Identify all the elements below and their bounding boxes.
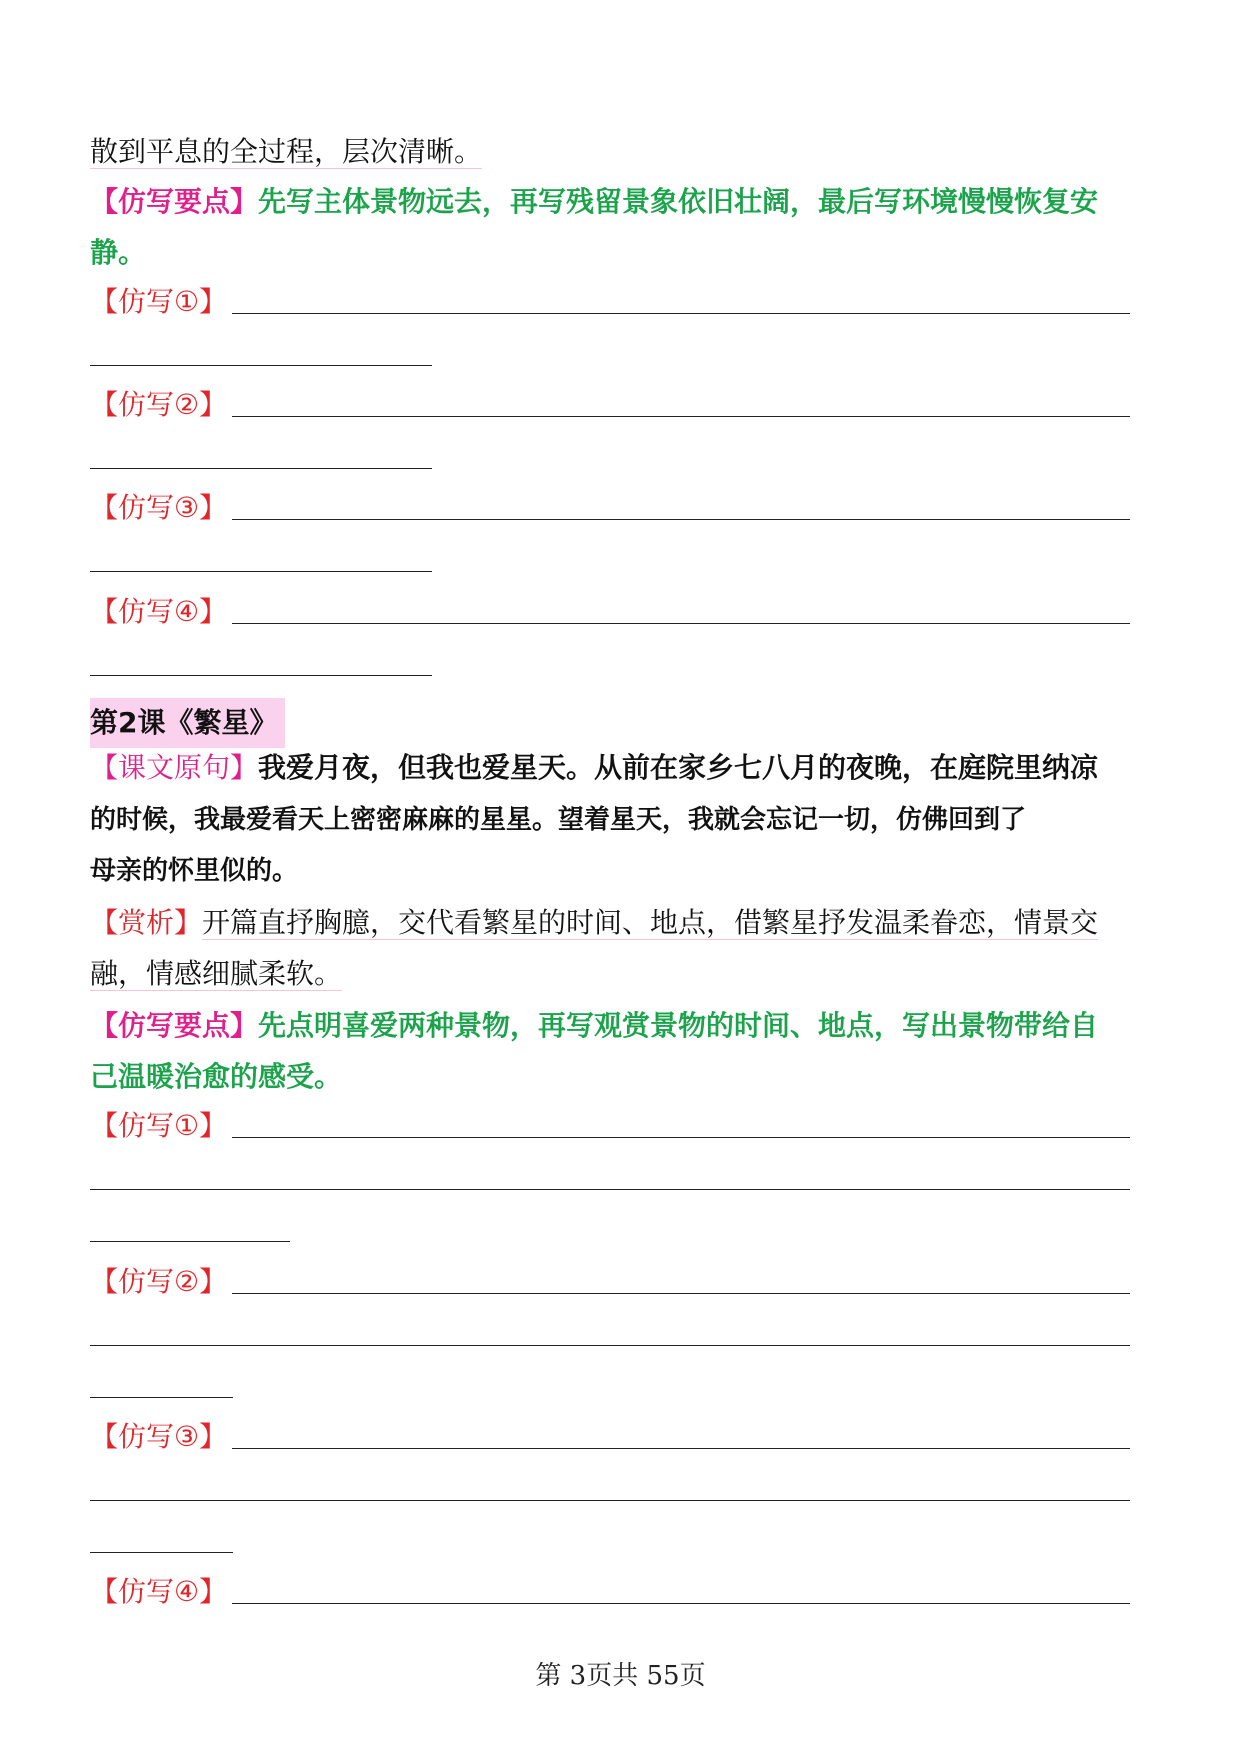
practice-label-2: 【仿写②】 xyxy=(90,388,228,421)
answer-blank-2a[interactable] xyxy=(232,416,1130,417)
lesson-answer-blank-3b[interactable] xyxy=(90,1500,1130,1501)
answer-blank-1a[interactable] xyxy=(232,313,1130,314)
lesson-answer-blank-2c[interactable] xyxy=(90,1397,233,1398)
analysis-line-1: 【赏析】开篇直抒胸臆，交代看繁星的时间、地点，借繁星抒发温柔眷恋，情景交 xyxy=(90,906,1099,939)
lesson-answer-blank-3c[interactable] xyxy=(90,1552,233,1553)
tip-label: 【仿写要点】 xyxy=(90,1009,259,1042)
original-line-1: 【课文原句】我爱月夜，但我也爱星天。从前在家乡七八月的夜晚，在庭院里纳凉 xyxy=(90,751,1099,784)
lesson-answer-blank-1a[interactable] xyxy=(232,1137,1130,1138)
lesson-practice-label-2: 【仿写②】 xyxy=(90,1265,228,1298)
answer-blank-4b[interactable] xyxy=(90,675,432,676)
lesson-tip-line-1: 【仿写要点】先点明喜爱两种景物，再写观赏景物的时间、地点，写出景物带给自 xyxy=(90,1009,1099,1042)
lesson-answer-blank-2a[interactable] xyxy=(232,1293,1130,1294)
answer-blank-3b[interactable] xyxy=(90,571,432,572)
practice-label-4: 【仿写④】 xyxy=(90,595,228,628)
lesson-answer-blank-1c[interactable] xyxy=(90,1241,290,1242)
analysis-label: 【赏析】 xyxy=(90,906,203,939)
practice-label-1: 【仿写①】 xyxy=(90,285,228,318)
answer-blank-1b[interactable] xyxy=(90,365,432,366)
continuation-text: 散到平息的全过程，层次清晰。 xyxy=(90,135,483,168)
answer-blank-3a[interactable] xyxy=(232,519,1130,520)
lesson-answer-blank-4a[interactable] xyxy=(232,1603,1130,1604)
lesson-answer-blank-1b[interactable] xyxy=(90,1189,1130,1190)
tip-label: 【仿写要点】 xyxy=(90,185,259,218)
original-line-2: 的时候，我最爱看天上密密麻麻的星星。望着星天，我就会忘记一切，仿佛回到了 xyxy=(90,805,1027,835)
tip-line-1 xyxy=(90,182,1098,222)
original-line-3: 母亲的怀里似的。 xyxy=(90,856,299,886)
tip-text: 先写主体景物远去，再写残留景象依旧壮阔，最后写环境慢慢恢复安 xyxy=(258,185,1099,218)
lesson-practice-label-4: 【仿写④】 xyxy=(90,1575,228,1608)
lesson-practice-label-3: 【仿写③】 xyxy=(90,1420,228,1453)
lesson-heading: 第2课《繁星》 xyxy=(90,698,285,748)
lesson-answer-blank-3a[interactable] xyxy=(232,1448,1130,1449)
analysis-line-2: 融，情感细腻柔软。 xyxy=(90,957,343,990)
tip-line-2: 静。 xyxy=(90,236,147,269)
original-label: 【课文原句】 xyxy=(90,751,259,784)
answer-blank-2b[interactable] xyxy=(90,468,432,469)
practice-label-3: 【仿写③】 xyxy=(90,491,228,524)
lesson-answer-blank-2b[interactable] xyxy=(90,1345,1130,1346)
page-number: 第 3页共 55页 xyxy=(535,1661,706,1691)
lesson-practice-label-1: 【仿写①】 xyxy=(90,1109,228,1142)
lesson-tip-line-2: 己温暖治愈的感受。 xyxy=(90,1060,343,1093)
answer-blank-4a[interactable] xyxy=(232,623,1130,624)
